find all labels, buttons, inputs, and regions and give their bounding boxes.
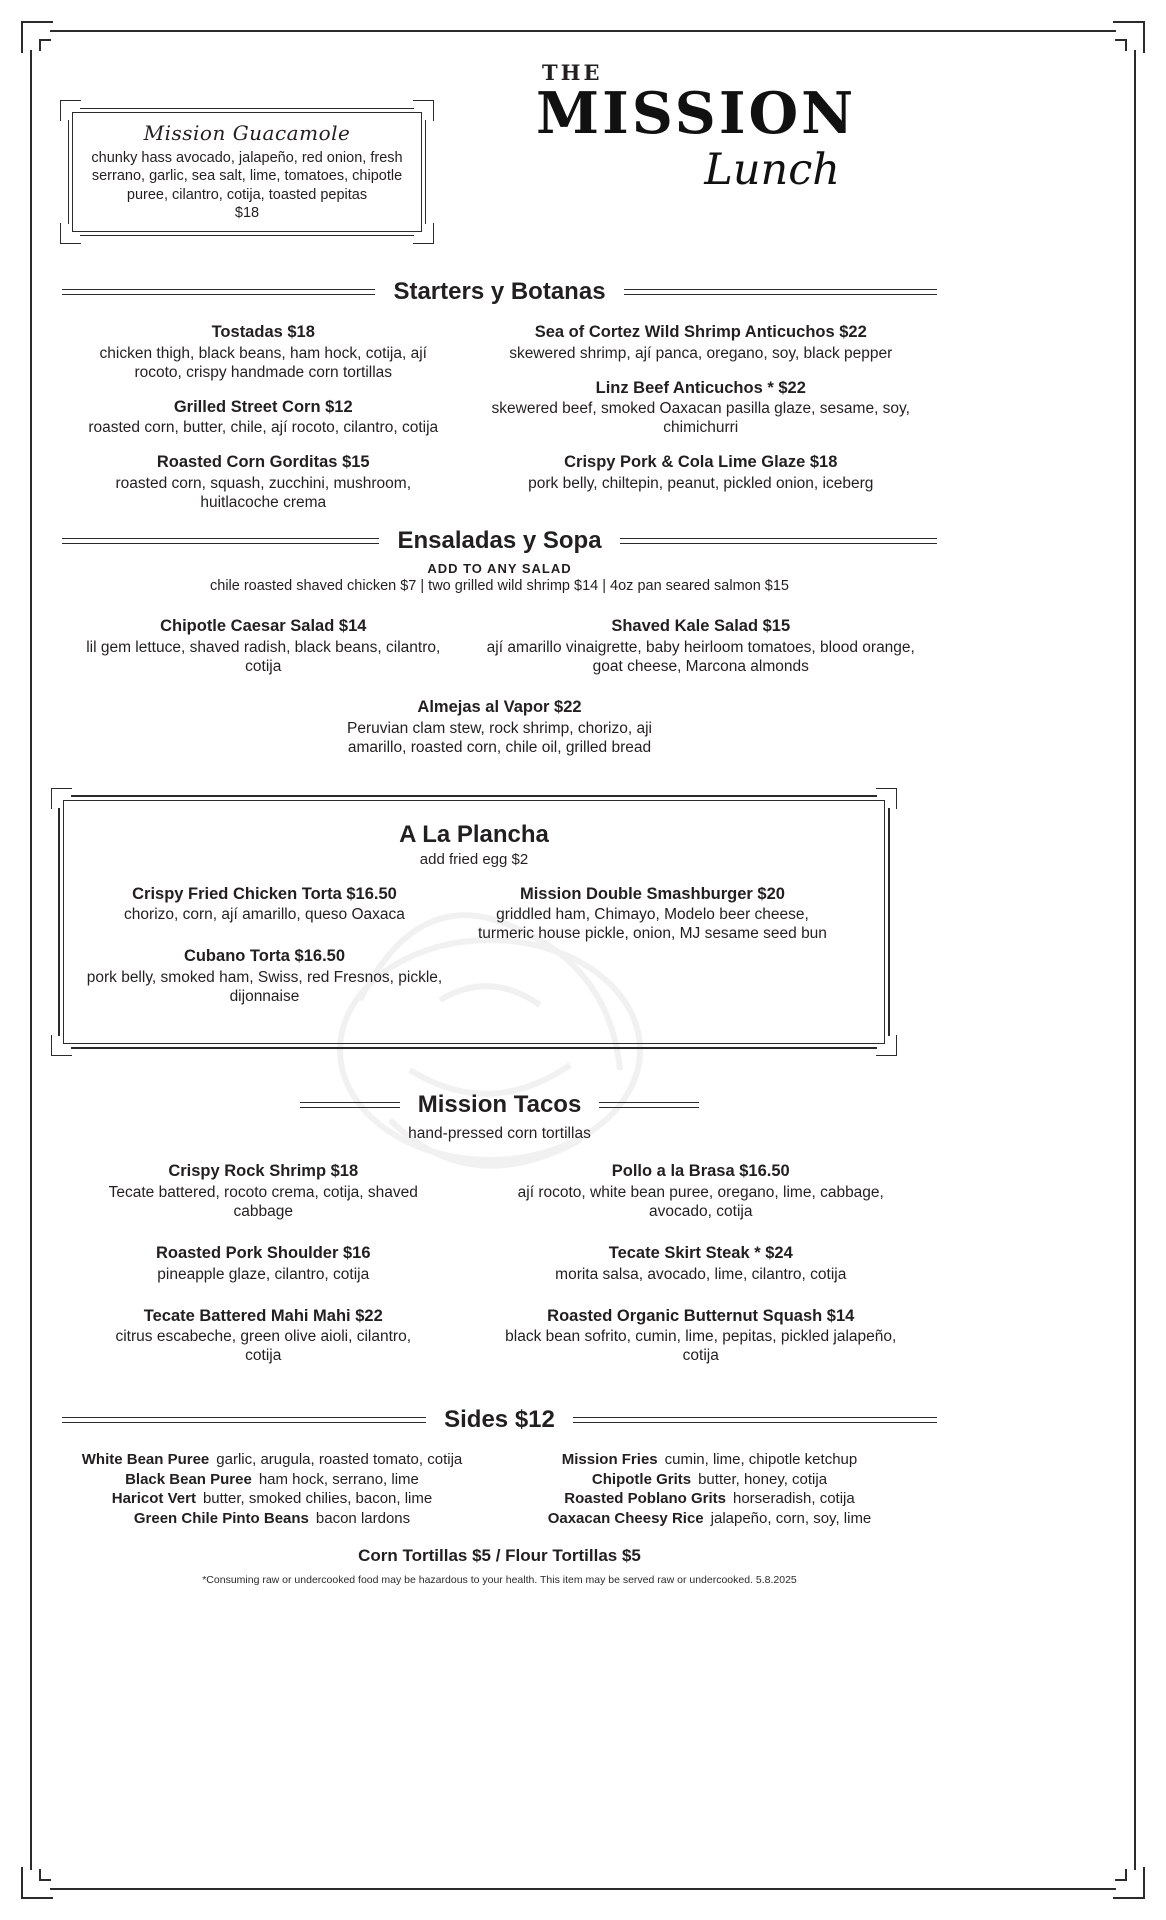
menu-item-linz-beef-anticuchos (465, 378, 938, 438)
item-desc: ají rocoto, white bean puree, oregano, lime, cabbage, avocado, cotija (517, 1183, 884, 1220)
plancha-title: A La Plancha (399, 820, 549, 848)
item-desc: pineapple glaze, cilantro, cotija (157, 1265, 370, 1283)
menu-item-almejas (62, 697, 937, 757)
side-desc: jalapeño, corn, soy, lime (710, 1509, 872, 1527)
logo-mission: MISSION (536, 80, 857, 147)
tacos-columns (62, 1161, 937, 1380)
salads-columns (62, 616, 937, 691)
tacos-left-column (62, 1161, 465, 1380)
tacos-note: hand-pressed corn tortillas (408, 1125, 591, 1143)
menu-item-cubano-torta (86, 946, 443, 1006)
side-desc: cumin, lime, chipotle ketchup (664, 1451, 858, 1469)
menu-item-shrimp-anticuchos (465, 322, 938, 363)
tortillas-line: Corn Tortillas $5 / Flour Tortillas $5 (358, 1546, 641, 1566)
item-desc: chorizo, corn, ají amarillo, queso Oaxaca (124, 906, 405, 924)
frame-corner (414, 224, 428, 238)
heading-rule-left (300, 1102, 400, 1108)
menu-item-crispy-pork-cola (465, 452, 938, 493)
salads-left-column (62, 616, 465, 691)
side-desc: butter, honey, cotija (698, 1470, 828, 1488)
menu-item-chicken-torta (86, 884, 443, 925)
side-black-bean-puree (62, 1470, 482, 1490)
menu-item-grilled-street-corn (62, 397, 465, 438)
side-name: White Bean Puree (81, 1451, 210, 1469)
item-desc: morita salsa, avocado, lime, cilantro, cotija (555, 1265, 847, 1283)
salad-addons (62, 561, 937, 594)
item-title: Almejas al Vapor $22 (417, 697, 582, 716)
add-to-salad-options: chile roasted shaved chicken $7 | two grilled wild shrimp $14 | 4oz pan seared salmon $15 (210, 578, 789, 595)
menu-item-shaved-kale (465, 616, 938, 676)
frame-corner (414, 106, 428, 120)
plancha-right-column (443, 884, 862, 1021)
sides-left-column (62, 1450, 482, 1528)
heading-rule-right (573, 1417, 937, 1423)
item-title: Cubano Torta $16.50 (183, 947, 346, 966)
heading-rule-left (62, 1417, 426, 1423)
item-title: Linz Beef Anticuchos * $22 (595, 378, 806, 397)
sides-right-column (482, 1450, 937, 1528)
side-desc: bacon lardons (315, 1509, 411, 1527)
side-desc: horseradish, cotija (732, 1490, 855, 1508)
menu-item-chipotle-caesar (62, 616, 465, 676)
heading-rule-left (62, 289, 375, 295)
item-desc: black bean sofrito, cumin, lime, pepitas, pickled jalapeño, cotija (505, 1328, 897, 1365)
item-title: Chipotle Caesar Salad $14 (160, 617, 367, 636)
plancha-box (58, 795, 890, 1049)
frame-corner (57, 1036, 71, 1050)
item-title: Roasted Pork Shoulder $16 (155, 1243, 371, 1262)
disclaimer: *Consuming raw or undercooked food may be hazardous to your health. This item may be served raw or undercooked. 5.8.2025 (202, 1574, 797, 1587)
side-name: Roasted Poblano Grits (564, 1490, 726, 1508)
section-heading-starters (62, 278, 937, 306)
border-corner-bottom-right (1116, 1870, 1136, 1890)
starters-left-column (62, 322, 465, 527)
item-title: Pollo a la Brasa $16.50 (611, 1162, 790, 1181)
item-title: Tostadas $18 (211, 323, 315, 341)
item-title: Crispy Fried Chicken Torta $16.50 (132, 884, 397, 903)
logo-lunch: Lunch (704, 145, 840, 196)
frame-corner (66, 106, 80, 120)
tacos-title: Mission Tacos (417, 1091, 582, 1119)
side-name: Chipotle Grits (591, 1470, 692, 1488)
section-heading-sides (62, 1406, 937, 1434)
item-desc: citrus escabeche, green olive aioli, cilantro, cotija (115, 1328, 411, 1365)
plancha-left-column (86, 884, 443, 1021)
item-desc: lil gem lettuce, shaved radish, black beans, cilantro, cotija (86, 638, 441, 675)
menu-item-butternut-squash-taco (465, 1306, 938, 1366)
frame-corner (57, 794, 71, 808)
frame-corner (877, 1036, 891, 1050)
sides-title: Sides $12 (444, 1406, 555, 1434)
heading-rule-right (620, 538, 937, 544)
starters-right-column (465, 322, 938, 527)
item-title: Tecate Battered Mahi Mahi $22 (143, 1306, 383, 1325)
side-green-chile-pinto-beans (62, 1509, 482, 1529)
salads-right-column (465, 616, 938, 691)
item-desc: pork belly, chiltepin, peanut, pickled onion, iceberg (528, 475, 874, 493)
heading-rule-right (599, 1102, 699, 1108)
restaurant-logo (536, 60, 856, 195)
item-desc: ají amarillo vinaigrette, baby heirloom tomatoes, blood orange, goat cheese, Marcona almonds (486, 638, 915, 675)
item-title: Shaved Kale Salad $15 (611, 617, 791, 636)
guacamole-box (68, 108, 426, 236)
item-title: Mission Double Smashburger $20 (519, 884, 785, 903)
side-oaxacan-cheesy-rice (482, 1509, 937, 1529)
side-haricot-vert (62, 1489, 482, 1509)
side-name: Mission Fries (561, 1451, 658, 1469)
item-title: Sea of Cortez Wild Shrimp Anticuchos $22 (534, 323, 867, 341)
item-title: Grilled Street Corn $12 (173, 397, 353, 416)
menu-item-roasted-corn-gorditas (62, 452, 465, 512)
menu-item-mahi-mahi-taco (62, 1306, 465, 1366)
side-desc: garlic, arugula, roasted tomato, cotija (216, 1451, 463, 1469)
side-name: Black Bean Puree (125, 1470, 252, 1488)
item-desc: griddled ham, Chimayo, Modelo beer cheese, turmeric house pickle, onion, MJ sesame seed bun (478, 906, 827, 943)
section-heading-ensaladas (62, 527, 937, 555)
tacos-right-column (465, 1161, 938, 1380)
side-desc: butter, smoked chilies, bacon, lime (202, 1490, 433, 1508)
menu-content (62, 278, 937, 1586)
item-title: Crispy Rock Shrimp $18 (168, 1162, 359, 1181)
border-corner-bottom-left (30, 1870, 50, 1890)
frame-corner (66, 224, 80, 238)
item-desc: Tecate battered, rocoto crema, cotija, shaved cabbage (108, 1183, 418, 1220)
frame-corner (877, 794, 891, 808)
side-mission-fries (482, 1450, 937, 1470)
menu-item-tostadas (62, 322, 465, 382)
side-desc: ham hock, serrano, lime (258, 1470, 419, 1488)
menu-item-rock-shrimp-taco (62, 1161, 465, 1221)
plancha-note: add fried egg $2 (419, 850, 529, 868)
item-title: Tecate Skirt Steak * $24 (608, 1243, 793, 1262)
item-title: Roasted Corn Gorditas $15 (156, 453, 370, 472)
item-desc: chicken thigh, black beans, ham hock, cotija, ají rocoto, crispy handmade corn tortillas (99, 344, 427, 381)
item-title: Crispy Pork & Cola Lime Glaze $18 (564, 453, 838, 472)
menu-item-pork-shoulder-taco (62, 1243, 465, 1284)
item-desc: skewered shrimp, ají panca, oregano, soy, black pepper (509, 344, 893, 362)
sides-columns (62, 1450, 937, 1528)
section-heading-tacos (62, 1091, 937, 1119)
item-desc: skewered beef, smoked Oaxacan pasilla glaze, sesame, soy, chimichurri (491, 400, 910, 437)
item-desc: pork belly, smoked ham, Swiss, red Fresnos, pickle, dijonnaise (86, 969, 443, 1006)
item-desc: roasted corn, butter, chile, ají rocoto, cilantro, cotija (88, 419, 439, 437)
item-desc: roasted corn, squash, zucchini, mushroom, huitlacoche crema (115, 475, 411, 512)
menu-item-smashburger (443, 884, 862, 944)
plancha-box-inner (63, 800, 885, 1044)
side-name: Haricot Vert (111, 1490, 196, 1508)
heading-rule-left (62, 538, 379, 544)
side-white-bean-puree (62, 1450, 482, 1470)
ensaladas-title: Ensaladas y Sopa (397, 527, 602, 555)
menu-item-skirt-steak-taco (465, 1243, 938, 1284)
guacamole-desc: chunky hass avocado, jalapeño, red onion, fresh serrano, garlic, sea salt, lime, tomatoes, chipotle puree, cilantro, cotija, toasted pepitas (91, 150, 403, 203)
menu-item-pollo-brasa-taco (465, 1161, 938, 1221)
guacamole-box-inner (72, 112, 422, 232)
side-roasted-poblano-grits (482, 1489, 937, 1509)
logo-the: THE (542, 60, 603, 85)
item-desc: Peruvian clam stew, rock shrimp, chorizo, aji amarillo, roasted corn, chile oil, grilled bread (347, 719, 652, 756)
starters-columns (62, 322, 937, 527)
menu-header (0, 0, 1166, 278)
item-title: Roasted Organic Butternut Squash $14 (547, 1306, 855, 1325)
plancha-columns (86, 884, 862, 1021)
heading-rule-right (624, 289, 937, 295)
add-to-salad-label: ADD TO ANY SALAD (427, 561, 572, 577)
side-name: Green Chile Pinto Beans (133, 1509, 309, 1527)
starters-title: Starters y Botanas (393, 278, 606, 305)
side-name: Oaxacan Cheesy Rice (547, 1509, 704, 1527)
guacamole-price: $18 (234, 204, 260, 221)
guacamole-title: Mission Guacamole (143, 121, 351, 145)
side-chipotle-grits (482, 1470, 937, 1490)
